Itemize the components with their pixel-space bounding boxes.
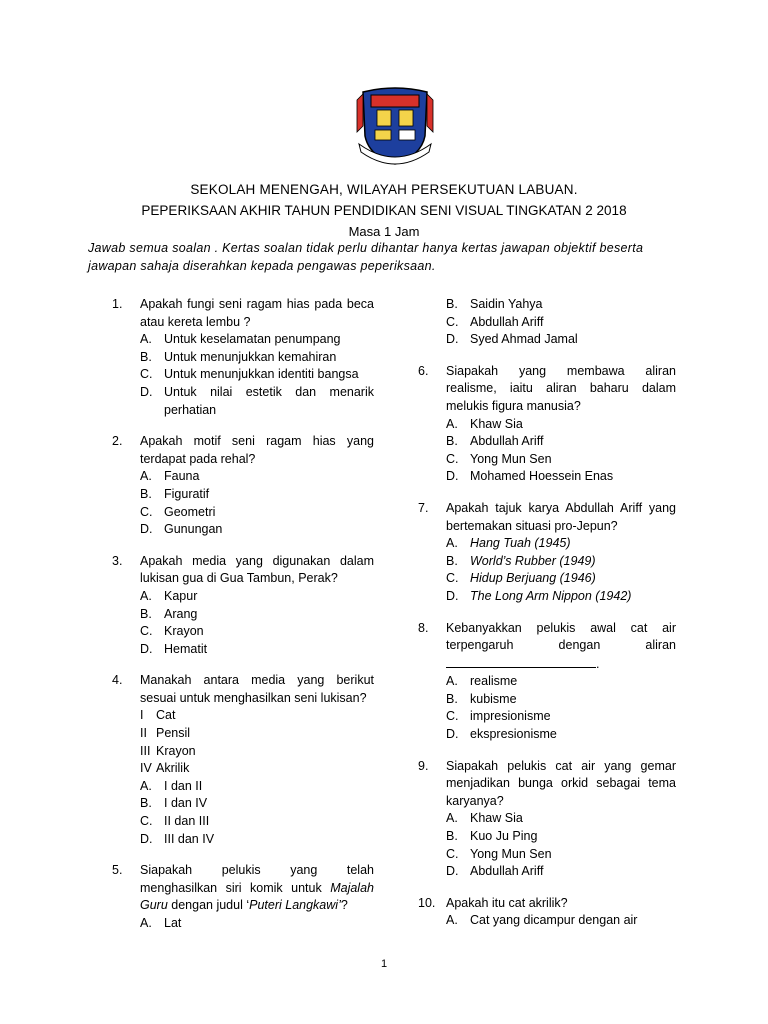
stem-text: . [596,656,600,671]
option-text: Mohamed Hoessein Enas [470,469,614,484]
option-b [446,433,676,451]
question-number: 7. [418,500,429,515]
option-letter: D. [446,332,459,347]
question-number: 6. [418,363,429,378]
option-text: Abdullah Ariff [470,434,544,449]
option-letter: A. [446,674,458,689]
option-c [446,846,676,864]
option-letter: B. [446,434,458,449]
option-letter: B. [446,829,458,844]
option-letter: D. [446,588,459,603]
stem-text: dengan judul ‘ [167,898,250,913]
option-d [140,521,374,539]
left-column [112,296,374,933]
option-text: realisme [470,674,518,689]
option-letter: C. [140,624,153,639]
option-text: Cat yang dicampur dengan air [470,913,638,928]
option-b [140,486,374,504]
option-c [446,451,676,469]
option-text: Gunungan [164,522,223,537]
school-name: SEKOLAH MENENGAH, WILAYAH PERSEKUTUAN LABUAN. [190,182,578,197]
option-text: Lat [164,916,182,930]
option-letter: A. [140,332,152,347]
option-letter: B. [446,691,458,706]
school-crest-logo [355,86,435,168]
option-letter: D. [140,831,153,846]
question-stem: Apakah tajuk karya Abdullah Ariff yang bertemakan situasi pro-Jepun? [446,500,676,533]
question-9 [418,758,676,881]
question-number: 1. [112,297,123,311]
option-a [446,912,676,930]
option-d [446,863,676,881]
option-letter: B. [446,297,458,311]
option-text: Kuo Ju Ping [470,829,538,844]
question-stem: Apakah itu cat akrilik? [446,895,568,910]
option-b [446,828,676,846]
question-6 [418,363,676,486]
answer-blank-line [446,655,676,674]
option-text: World’s Rubber (1949) [470,553,596,568]
statement-numeral: IV [140,761,152,776]
option-d [140,384,374,419]
statement-text: Krayon [156,743,196,758]
question-3 [112,553,374,659]
option-letter: D. [446,469,459,484]
option-letter: C. [446,451,459,466]
option-a [140,588,374,606]
question-number: 3. [112,553,123,568]
option-text: Figuratif [164,486,210,501]
option-a [140,915,374,933]
option-c [140,504,374,522]
exam-instruction: Jawab semua soalan . Kertas soalan tidak perlu dihantar hanya kertas jawapan objektif beserta jawapan sahaja diserahkan kepada pengawas peperiksaan. [88,241,644,273]
option-letter: C. [140,504,153,519]
statement-item [140,707,374,725]
question-stem: Kebanyakkan pelukis awal cat air terpengaruh dengan aliran [446,620,676,653]
question-8 [418,620,676,744]
option-d [446,588,676,606]
option-text: kubisme [470,691,517,706]
option-letter: C. [446,846,459,861]
option-letter: A. [446,536,458,551]
option-text: I dan IV [164,796,208,811]
option-a [140,468,374,486]
question-number: 4. [112,673,123,688]
option-text: Saidin Yahya [470,297,543,311]
stem-italic-title: Puteri Langkawi’ [249,898,341,913]
option-text: Hang Tuah (1945) [470,536,571,551]
option-c [140,623,374,641]
option-letter: B. [140,349,152,364]
question-number: 9. [418,758,429,773]
exam-title: PEPERIKSAAN AKHIR TAHUN PENDIDIKAN SENI VISUAL TINGKATAN 2 2018 [141,203,627,218]
statement-text: Cat [156,708,176,723]
option-text: Abdullah Ariff [470,314,544,329]
question-1 [112,296,374,419]
question-5 [112,862,374,932]
blank-underline [446,655,596,668]
option-text: Khaw Sia [470,416,523,431]
option-text: ekspresionisme [470,727,557,742]
option-letter: B. [140,486,152,501]
option-text: III dan IV [164,831,215,846]
option-text: Untuk menunjukkan identiti bangsa [164,367,359,382]
option-d [446,726,676,744]
option-text: Abdullah Ariff [470,864,544,879]
question-stem: Apakah media yang digunakan dalam lukisan gua di Gua Tambun, Perak? [140,553,374,586]
question-stem [140,862,374,915]
option-text: Krayon [164,624,204,639]
option-letter: D. [140,641,153,656]
question-2 [112,433,374,539]
option-letter: C. [446,709,459,724]
statement-numeral: III [140,743,151,758]
option-letter: C. [446,571,459,586]
question-5-continued [418,296,676,349]
option-text: Fauna [164,469,200,484]
option-text: Hidup Berjuang (1946) [470,571,596,586]
option-letter: B. [446,553,458,568]
question-number: 8. [418,620,429,635]
option-letter: A. [446,913,458,928]
option-d [140,831,374,849]
stem-text: ? [340,898,348,913]
option-letter: D. [446,727,459,742]
statement-item [140,725,374,743]
option-a [446,810,676,828]
option-text: The Long Arm Nippon (1942) [470,588,632,603]
option-b [446,296,676,314]
option-d [446,468,676,486]
question-number: 10. [418,895,436,910]
option-b [446,691,676,709]
option-c [446,314,676,332]
right-column [418,296,676,930]
option-letter: A. [140,916,152,930]
option-letter: A. [140,588,152,603]
option-letter: C. [140,367,153,382]
question-number: 5. [112,863,123,878]
question-stem: Apakah fungi seni ragam hias pada beca atau kereta lembu ? [140,297,374,329]
option-c [140,813,374,831]
option-text: Yong Mun Sen [470,451,552,466]
question-stem: Manakah antara media yang berikut sesuai untuk menghasilkan seni lukisan? [140,673,374,705]
statement-text: Akrilik [156,761,190,776]
question-number: 2. [112,434,123,449]
option-text: II dan III [164,814,210,829]
question-10 [418,895,676,930]
statement-numeral: II [140,726,147,741]
option-c [446,708,676,726]
option-a [446,673,676,691]
stem-italic-title: Majalah Guru [140,880,374,913]
option-text: Yong Mun Sen [470,846,552,861]
option-a [446,535,676,553]
statement-text: Pensil [156,726,191,741]
option-a [446,416,676,434]
option-text: Khaw Sia [470,811,523,826]
exam-duration: Masa 1 Jam [348,224,420,239]
option-b [140,606,374,624]
option-letter: D. [140,384,153,399]
option-b [140,349,374,367]
question-7 [418,500,676,606]
option-text: Syed Ahmad Jamal [470,332,578,347]
option-text: Hematit [164,641,208,656]
statement-numeral: I [140,708,144,723]
option-b [446,553,676,571]
option-text: Geometri [164,504,216,519]
statement-item [140,760,374,778]
option-letter: D. [140,522,153,537]
question-stem: Siapakah pelukis cat air yang gemar menjadikan bunga orkid sebagai tema karyanya? [446,758,676,808]
option-text: Kapur [164,588,198,603]
option-d [140,641,374,659]
option-a [140,331,374,349]
option-text: Arang [164,606,198,621]
option-text: Untuk keselamatan penumpang [164,332,341,347]
option-c [446,570,676,588]
question-stem: Siapakah yang membawa aliran realisme, iaitu aliran baharu dalam melukis figura manusia? [446,363,676,413]
option-b [140,795,374,813]
option-letter: A. [140,469,152,484]
option-c [140,366,374,384]
stem-text: Siapakah pelukis yang telah menghasilkan siri komik untuk [140,863,374,895]
option-letter: A. [446,811,458,826]
option-d [446,331,676,349]
option-letter: C. [446,314,459,329]
option-letter: B. [140,796,152,811]
option-letter: D. [446,864,459,879]
option-text: impresionisme [470,709,551,724]
option-letter: A. [446,416,458,431]
question-stem: Apakah motif seni ragam hias yang terdapat pada rehal? [140,434,374,466]
option-text: I dan II [164,778,203,793]
option-text: Untuk menunjukkan kemahiran [164,349,337,364]
option-letter: C. [140,814,153,829]
option-a [140,778,374,796]
statement-item [140,743,374,761]
question-4 [112,672,374,848]
option-letter: B. [140,606,152,621]
option-text: Untuk nilai estetik dan menarik perhatian [164,384,374,417]
option-letter: A. [140,778,152,793]
page-number: 1 [380,958,388,970]
